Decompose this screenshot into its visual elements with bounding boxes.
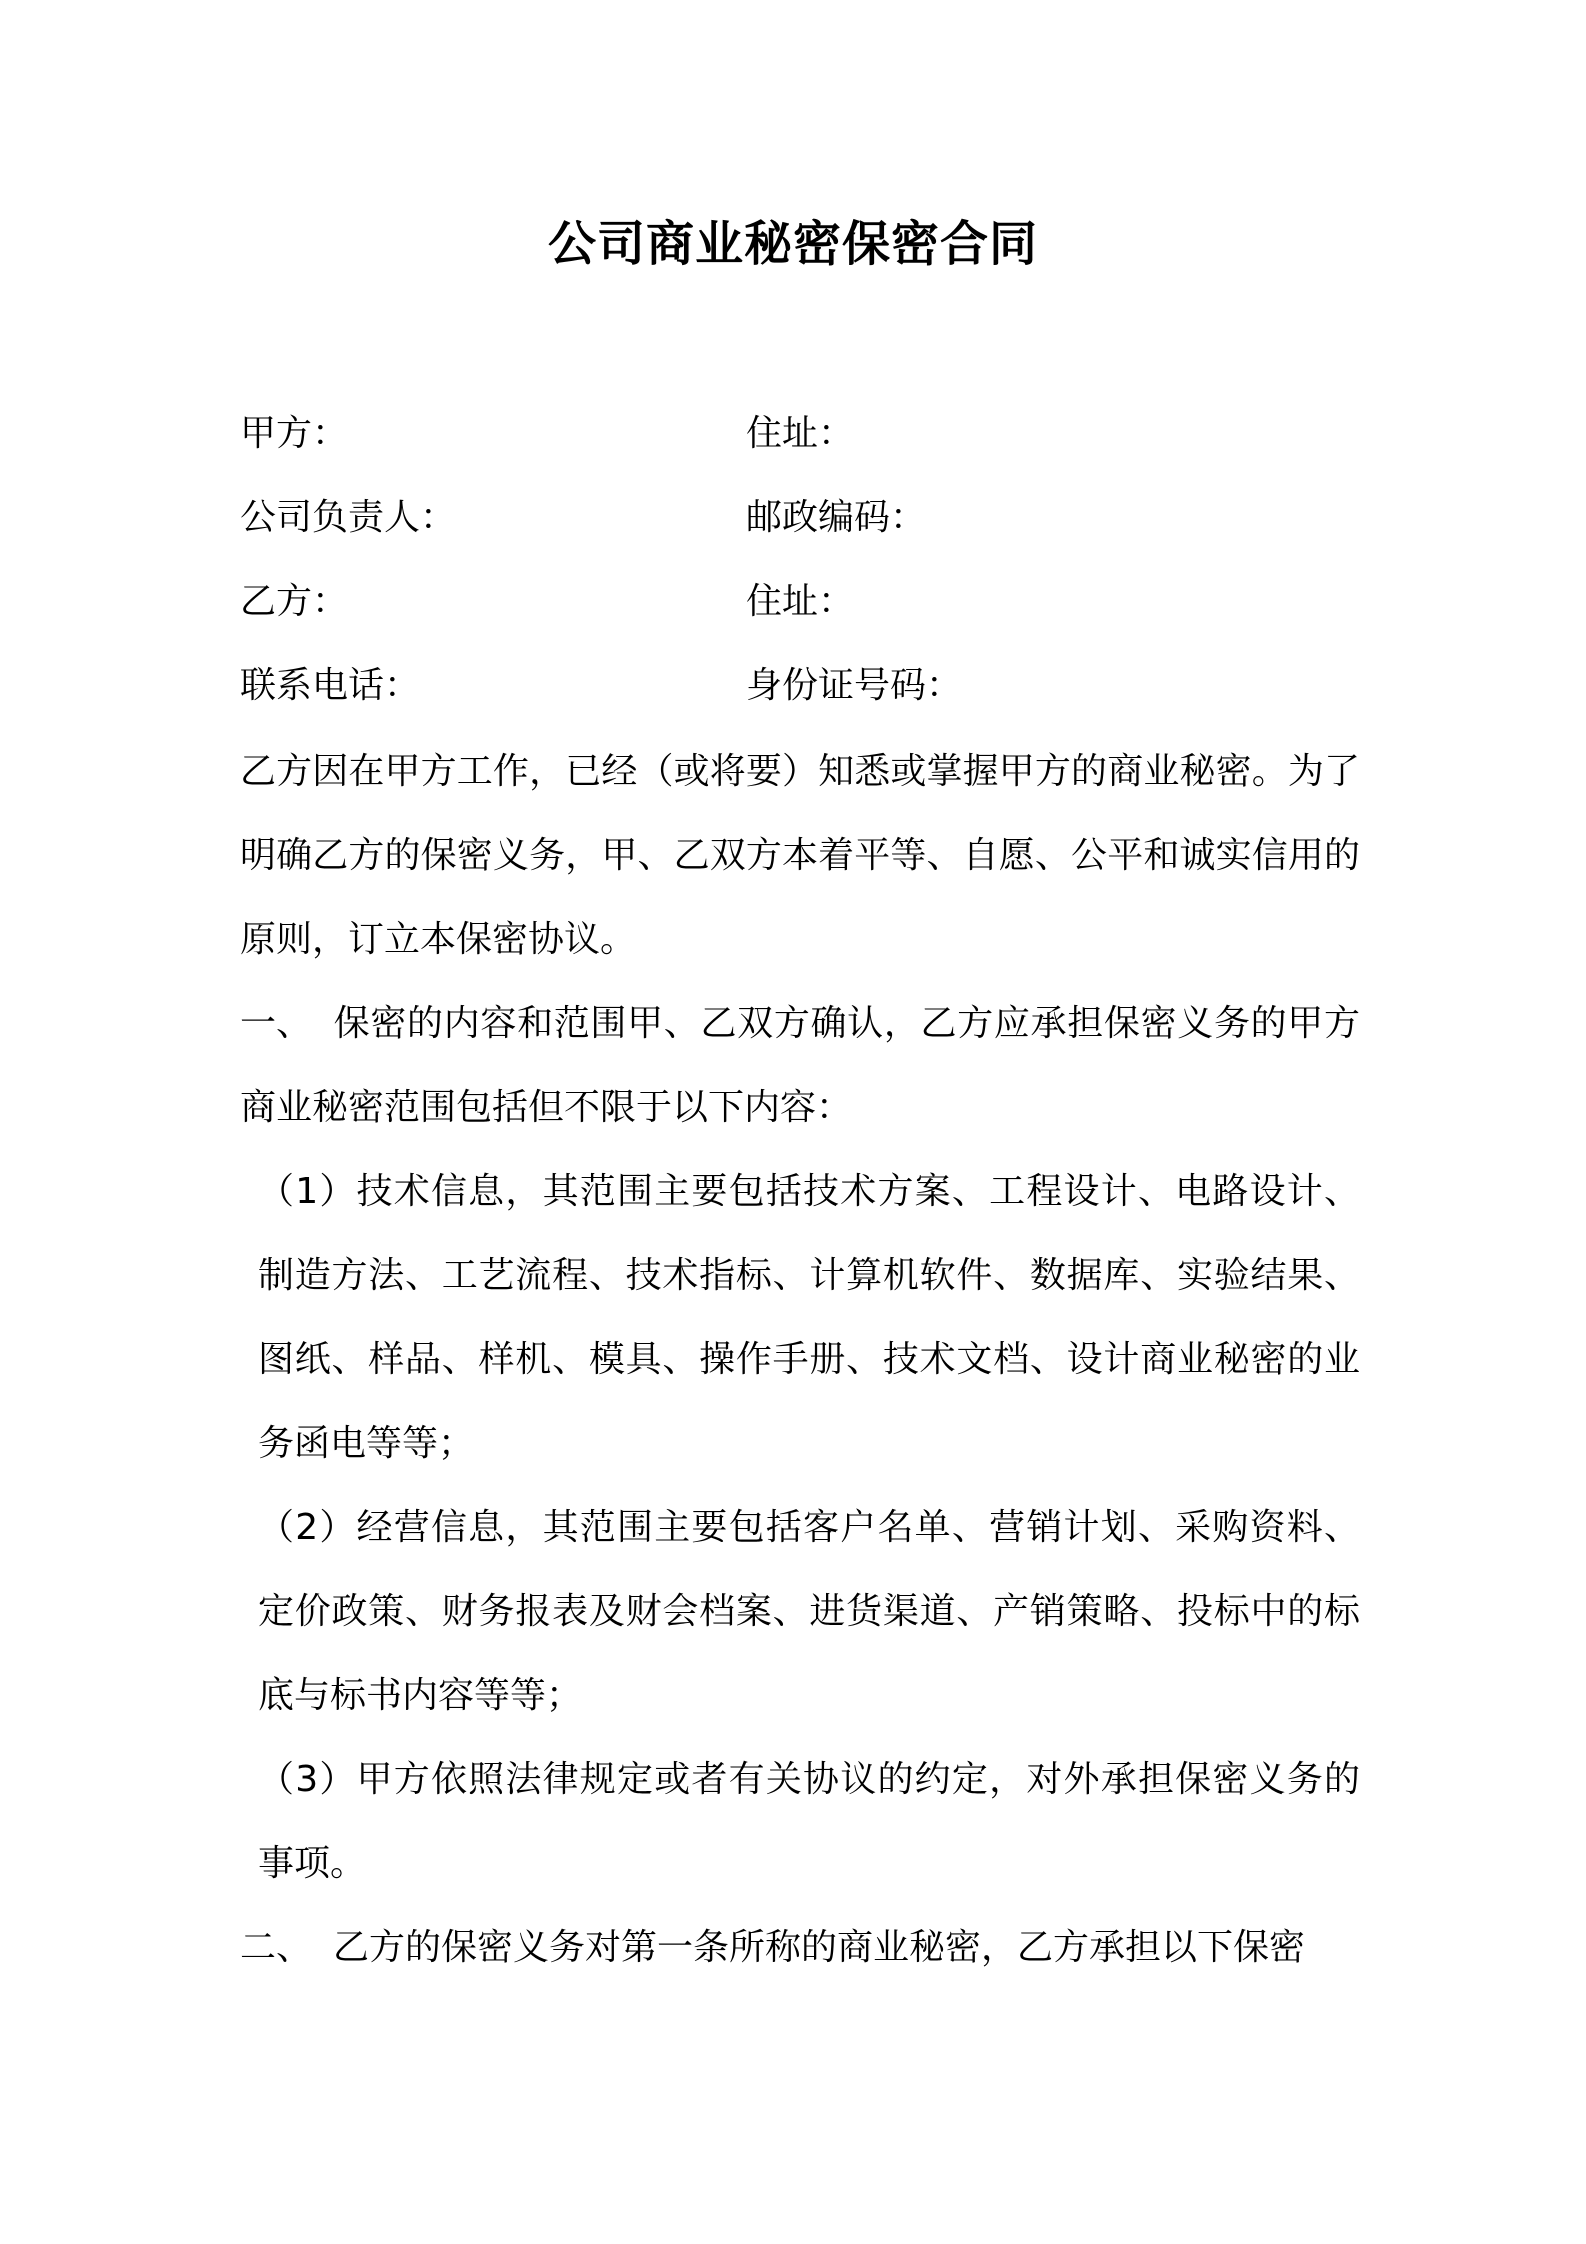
party-row-party-a [240,392,1360,476]
id-number-label: 身份证号码： [746,665,963,706]
section-1-paragraph [240,982,1360,1150]
party-row-representative [240,476,1360,560]
document-title: 公司商业秘密保密合同 [547,216,1038,272]
item-legal-obligations: （3）甲方依照法律规定或者有关协议的约定，对外承担保密义务的事项。 [258,1759,1360,1884]
section-1-text: 保密的内容和范围甲、乙双方确认，乙方应承担保密义务的甲方商业秘密范围包括但不限于以下内容： [240,1003,1360,1128]
company-representative-label: 公司负责人： [240,497,457,538]
party-a-label: 甲方： [240,413,349,454]
intro-paragraph: 乙方因在甲方工作，已经（或将要）知悉或掌握甲方的商业秘密。为了明确乙方的保密义务，甲、乙双方本着平等、自愿、公平和诚实信用的原则，订立本保密协议。 [240,751,1360,960]
party-b-address-label: 住址： [746,581,855,622]
section-1-number: 一、 [240,1003,313,1044]
party-row-party-b [240,560,1360,644]
contact-phone-label: 联系电话： [240,665,421,706]
party-row-contact [240,644,1360,728]
item-business-info: （2）经营信息，其范围主要包括客户名单、营销计划、采购资料、定价政策、财务报表及财会档案、进货渠道、产销策略、投标中的标底与标书内容等等； [258,1507,1360,1716]
postal-code-label: 邮政编码： [746,497,927,538]
section-2-number: 二、 [240,1927,313,1968]
section-2-text: 乙方的保密义务对第一条所称的商业秘密，乙方承担以下保密 [333,1927,1306,1968]
party-a-address-label: 住址： [746,413,855,454]
item-technical-info: （1）技术信息，其范围主要包括技术方案、工程设计、电路设计、制造方法、工艺流程、技术指标、计算机软件、数据库、实验结果、图纸、样品、样机、模具、操作手册、技术文档、设计商业秘密的业务函电等等； [258,1171,1360,1464]
party-b-label: 乙方： [240,581,349,622]
section-2-paragraph [240,1906,1360,1990]
contract-body [240,730,1360,1990]
